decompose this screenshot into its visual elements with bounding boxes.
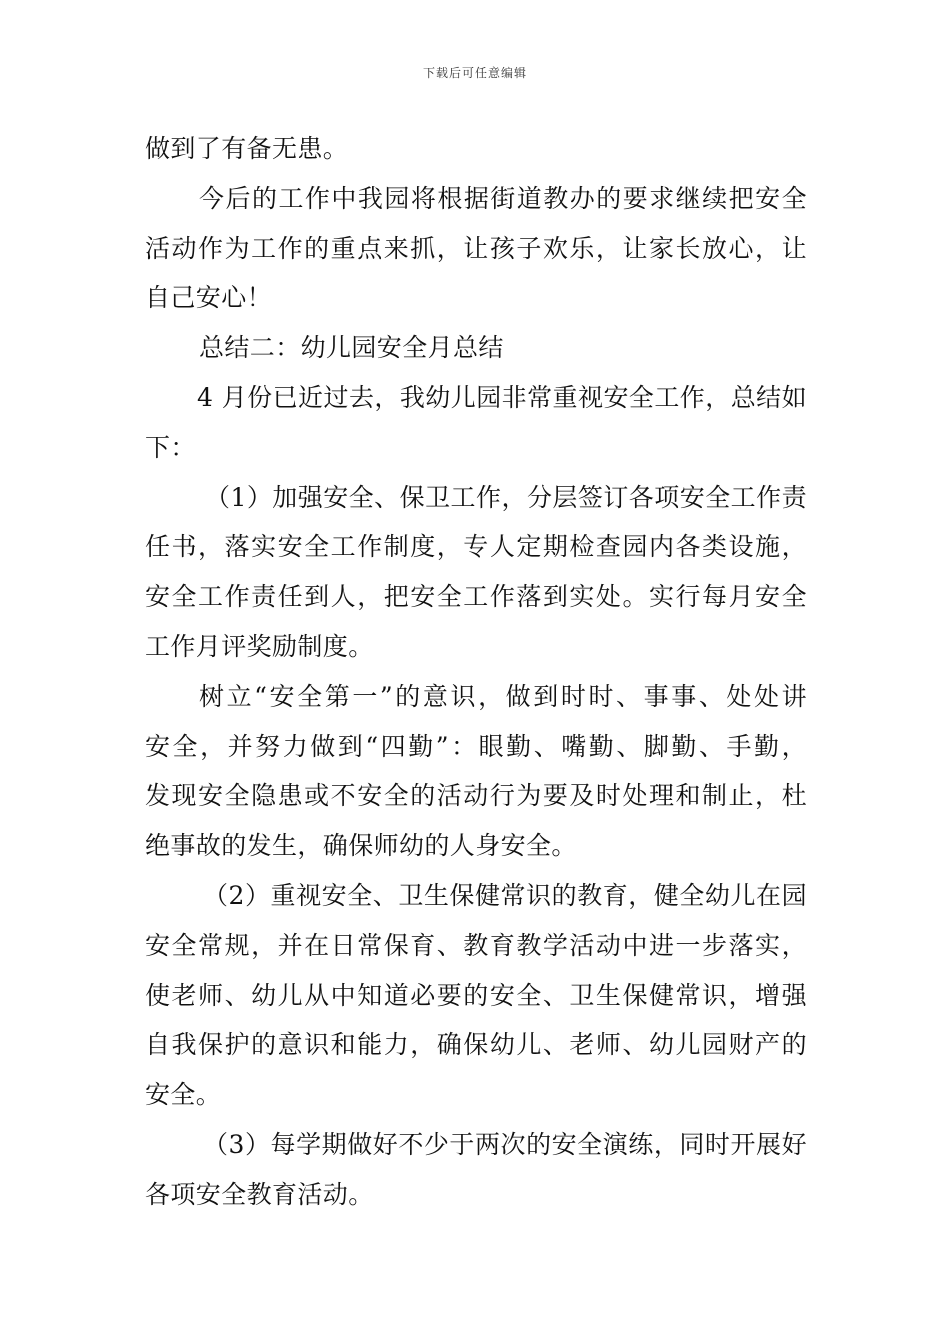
text-line: 树立“安全第一”的意识，做到时时、事事、处处讲 [199, 681, 807, 711]
text-line: （1）加强安全、保卫工作，分层签订各项安全工作责 [205, 482, 807, 512]
text-line: （2）重视安全、卫生保健常识的教育，健全幼儿在园 [203, 880, 807, 910]
text-line: 绝事故的发生，确保师幼的人身安全。 [145, 831, 577, 861]
text-line: 任书，落实安全工作制度，专人定期检查园内各类设施， [145, 532, 807, 562]
section-heading: 总结二：幼儿园安全月总结 [199, 333, 504, 363]
text-line: 发现安全隐患或不安全的活动行为要及时处理和制止，杜 [145, 781, 807, 811]
text-line: 下： [145, 432, 196, 462]
text-line: 自己安心！ [145, 283, 273, 313]
text-line: 各项安全教育活动。 [145, 1179, 374, 1209]
text-line: 安全。 [145, 1080, 222, 1110]
document-body [145, 124, 807, 1220]
page-header: 下载后可任意编辑 [422, 66, 527, 80]
text-line: 使老师、幼儿从中知道必要的安全、卫生保健常识，增强 [145, 980, 807, 1010]
text-line: 安全，并努力做到“四勤”：眼勤、嘴勤、脚勤、手勤， [145, 731, 807, 761]
text-line: 工作月评奖励制度。 [145, 631, 374, 661]
text-line: 活动作为工作的重点来抓，让孩子欢乐，让家长放心，让 [145, 233, 807, 263]
text-line: 今后的工作中我园将根据街道教办的要求继续把安全 [199, 183, 807, 213]
text-line: 4 月份已近过去，我幼儿园非常重视安全工作，总结如 [197, 382, 807, 412]
text-line: 做到了有备无患。 [145, 134, 349, 163]
text-line: 安全常规，并在日常保育、教育教学活动中进一步落实， [145, 930, 807, 960]
text-line: 安全工作责任到人，把安全工作落到实处。实行每月安全 [145, 582, 807, 612]
text-line: 自我保护的意识和能力，确保幼儿、老师、幼儿园财产的 [145, 1030, 807, 1060]
text-line: （3）每学期做好不少于两次的安全演练，同时开展好 [203, 1129, 807, 1159]
